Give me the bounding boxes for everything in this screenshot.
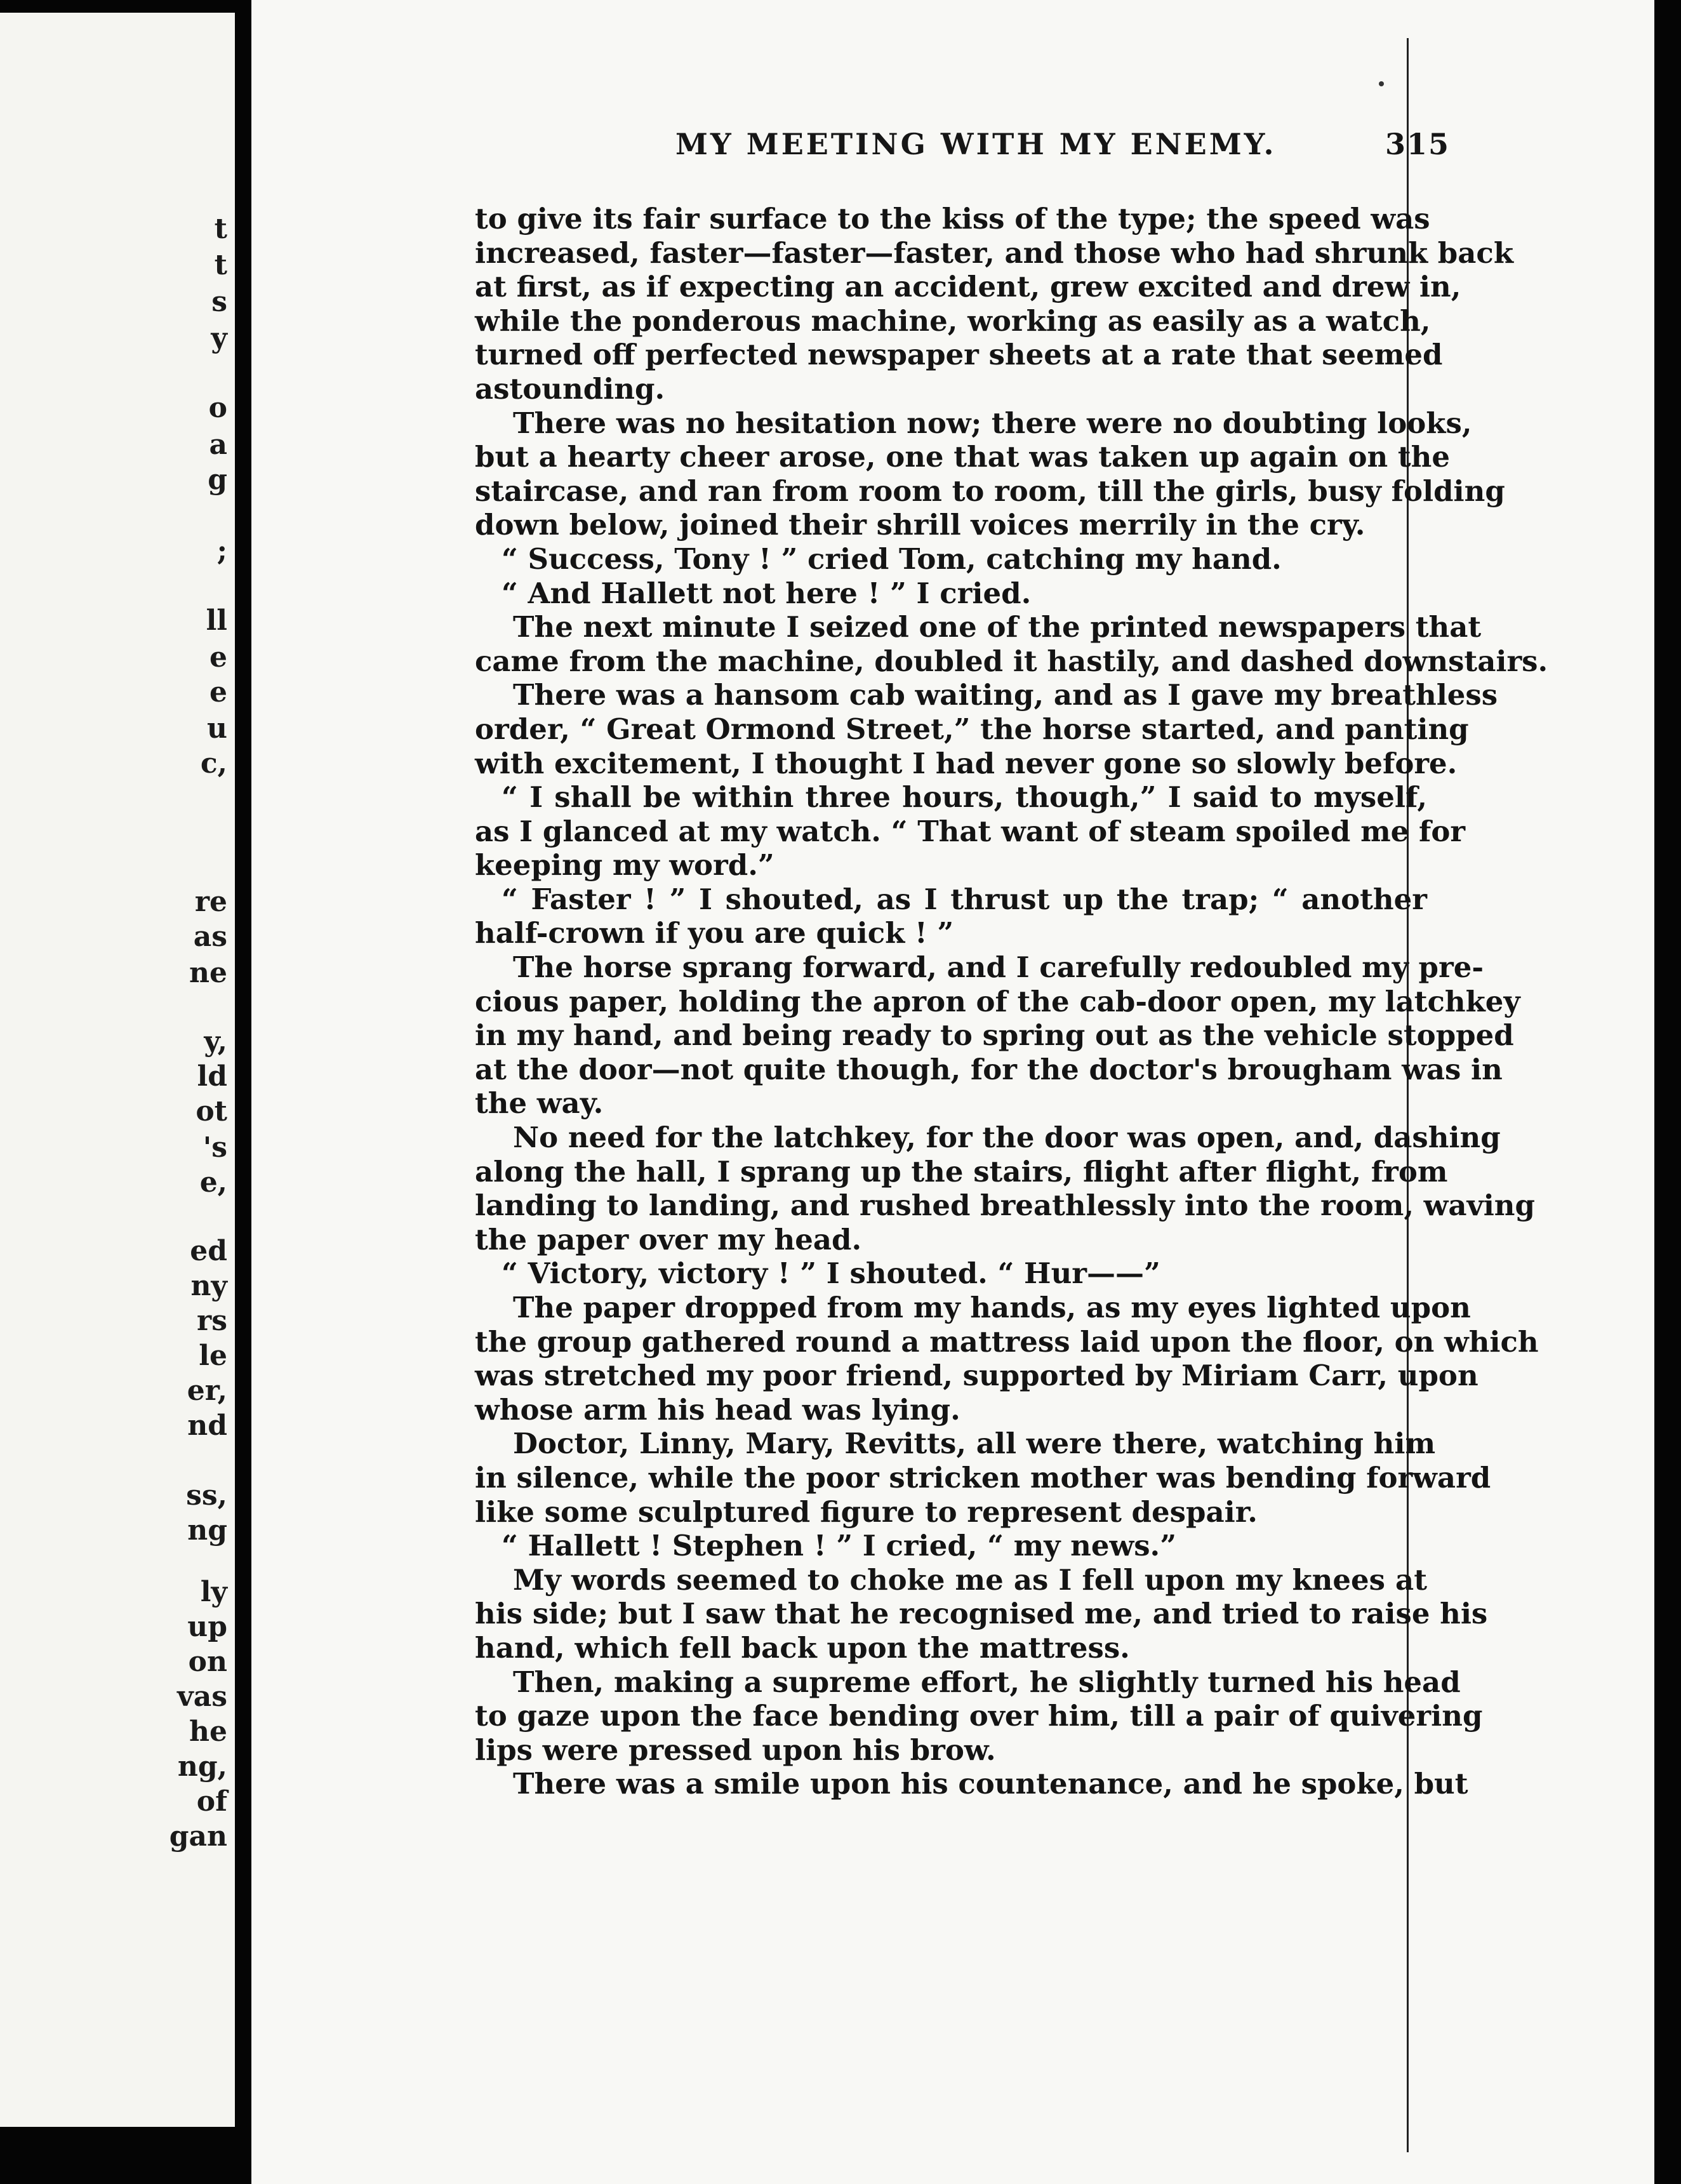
text-line: turned off perfected newspaper sheets at a rate that seemed — [475, 338, 1443, 372]
fragment: y, — [204, 1025, 227, 1058]
fragment: as — [193, 921, 227, 953]
fragment: er, — [187, 1375, 227, 1407]
text-line: like some sculptured figure to represent despair. — [475, 1495, 1258, 1529]
text-line: There was a hansom cab waiting, and as I gave my breathless — [513, 678, 1498, 712]
fragment: ; — [216, 535, 227, 567]
fragment: c, — [200, 747, 227, 780]
text-line: “ Success, Tony ! ” cried Tom, catching my hand. — [502, 542, 1282, 576]
text-line: in silence, while the poor stricken mother was bending forward — [475, 1460, 1491, 1495]
text-line: “ And Hallett not here ! ” I cried. — [502, 576, 1032, 610]
scan-border — [1654, 0, 1681, 2184]
gutter-shadow — [235, 0, 251, 2184]
page-number: 315 — [1385, 127, 1450, 161]
text-line: There was a smile upon his countenance, and he spoke, but — [513, 1767, 1468, 1801]
text-line: in my hand, and being ready to spring out as the vehicle stopped — [475, 1018, 1514, 1053]
text-line: Doctor, Linny, Mary, Revitts, all were there, watching him — [513, 1427, 1436, 1461]
text-line: increased, faster—faster—faster, and those who had shrunk back — [475, 236, 1513, 270]
fragment: s — [211, 286, 227, 318]
text-line: My words seemed to choke me as I fell upon my knees at — [513, 1562, 1427, 1597]
text-line: There was no hesitation now; there were no doubting looks, — [513, 406, 1472, 440]
fragment: e — [209, 641, 227, 674]
text-line: cious paper, holding the apron of the cab-door open, my latchkey — [475, 984, 1520, 1018]
fragment: y — [211, 322, 227, 354]
text-line: while the ponderous machine, working as easily as a watch, — [475, 303, 1431, 338]
text-line: “ Victory, victory ! ” I shouted. “ Hur——” — [502, 1256, 1160, 1291]
text-line: down below, joined their shrill voices merrily in the cry. — [475, 508, 1365, 542]
fragment: le — [199, 1340, 227, 1372]
text-line: “ Faster ! ” I shouted, as I thrust up the trap; “ another — [502, 882, 1427, 916]
text-line: The paper dropped from my hands, as my eyes lighted upon — [513, 1291, 1471, 1324]
fragment: re — [194, 886, 227, 918]
fragment: t — [214, 213, 227, 245]
fragment: o — [208, 392, 227, 424]
text-line: to gaze upon the face bending over him, till a pair of quivering — [475, 1699, 1483, 1733]
text-line: at first, as if expecting an accident, grew excited and drew in, — [475, 270, 1461, 304]
text-line: keeping my word.” — [475, 848, 774, 882]
fragment: g — [208, 463, 227, 496]
running-header — [434, 127, 1450, 171]
text-line: was stretched my poor friend, supported by Miriam Carr, upon — [475, 1359, 1478, 1393]
fragment: on — [188, 1646, 227, 1678]
fragment: ly — [200, 1576, 227, 1608]
text-line: the paper over my head. — [475, 1222, 862, 1256]
fragment: nd — [187, 1409, 227, 1442]
running-head-title: MY MEETING WITH MY ENEMY. — [675, 127, 1277, 161]
fragment: 's — [203, 1131, 227, 1164]
fragment: t — [214, 249, 227, 281]
fragment: u — [207, 712, 227, 745]
fragment: rs — [197, 1305, 227, 1337]
fragment: ot — [196, 1095, 227, 1128]
text-line: No need for the latchkey, for the door was open, and, dashing — [513, 1121, 1501, 1155]
print-speck — [1379, 81, 1384, 86]
text-line: Then, making a supreme effort, he slightly turned his head — [513, 1665, 1461, 1699]
fragment: of — [196, 1785, 227, 1818]
text-line: with excitement, I thought I had never gone so slowly before. — [475, 746, 1458, 780]
fragment: ng — [187, 1514, 227, 1547]
text-line: lips were pressed upon his brow. — [475, 1733, 996, 1767]
text-line: along the hall, I sprang up the stairs, flight after flight, from — [475, 1154, 1448, 1189]
fragment: ny — [190, 1270, 227, 1302]
fragment: ne — [189, 957, 227, 989]
fragment: e, — [199, 1166, 227, 1199]
text-line: but a hearty cheer arose, one that was taken up again on the — [475, 440, 1451, 474]
text-line: as I glanced at my watch. “ That want of steam spoiled me for — [475, 814, 1466, 848]
text-line: at the door—not quite though, for the doctor's brougham was in — [475, 1052, 1503, 1086]
text-line: staircase, and ran from room to room, till the girls, busy folding — [475, 474, 1505, 508]
text-line: The horse sprang forward, and I carefully redoubled my pre- — [513, 950, 1484, 985]
fragment: ss, — [186, 1479, 227, 1512]
fragment: a — [209, 429, 227, 461]
text-line: astounding. — [475, 371, 665, 406]
fragment: gan — [169, 1820, 227, 1853]
fragment: up — [187, 1611, 227, 1643]
fragment: e — [209, 676, 227, 709]
fragment: ll — [206, 604, 227, 637]
text-line: The next minute I seized one of the printed newspapers that — [513, 610, 1482, 644]
fragment: he — [189, 1715, 227, 1748]
fragment: ed — [190, 1235, 227, 1267]
text-line: whose arm his head was lying. — [475, 1392, 960, 1427]
text-line: “ I shall be within three hours, though,” I said to myself, — [502, 780, 1427, 815]
fragment: vas — [177, 1681, 227, 1713]
text-line: came from the machine, doubled it hastily, and dashed downstairs. — [475, 644, 1548, 678]
text-line: landing to landing, and rushed breathlessly into the room, waving — [475, 1189, 1535, 1223]
text-line: order, “ Great Ormond Street,” the horse started, and panting — [475, 712, 1469, 746]
text-line: half-crown if you are quick ! ” — [475, 916, 954, 950]
text-line: the way. — [475, 1086, 604, 1121]
text-line: “ Hallett ! Stephen ! ” I cried, “ my news.” — [502, 1529, 1177, 1563]
facing-page-fragment — [0, 13, 235, 2127]
text-line: to give its fair surface to the kiss of the type; the speed was — [475, 202, 1430, 236]
fragment: ld — [197, 1060, 227, 1093]
text-line: the group gathered round a mattress laid upon the floor, on which — [475, 1324, 1539, 1359]
body-text — [475, 202, 1548, 1801]
text-line: hand, which fell back upon the mattress. — [475, 1630, 1130, 1665]
fragment: ng, — [177, 1750, 227, 1783]
text-line: his side; but I saw that he recognised me, and tried to raise his — [475, 1597, 1488, 1631]
